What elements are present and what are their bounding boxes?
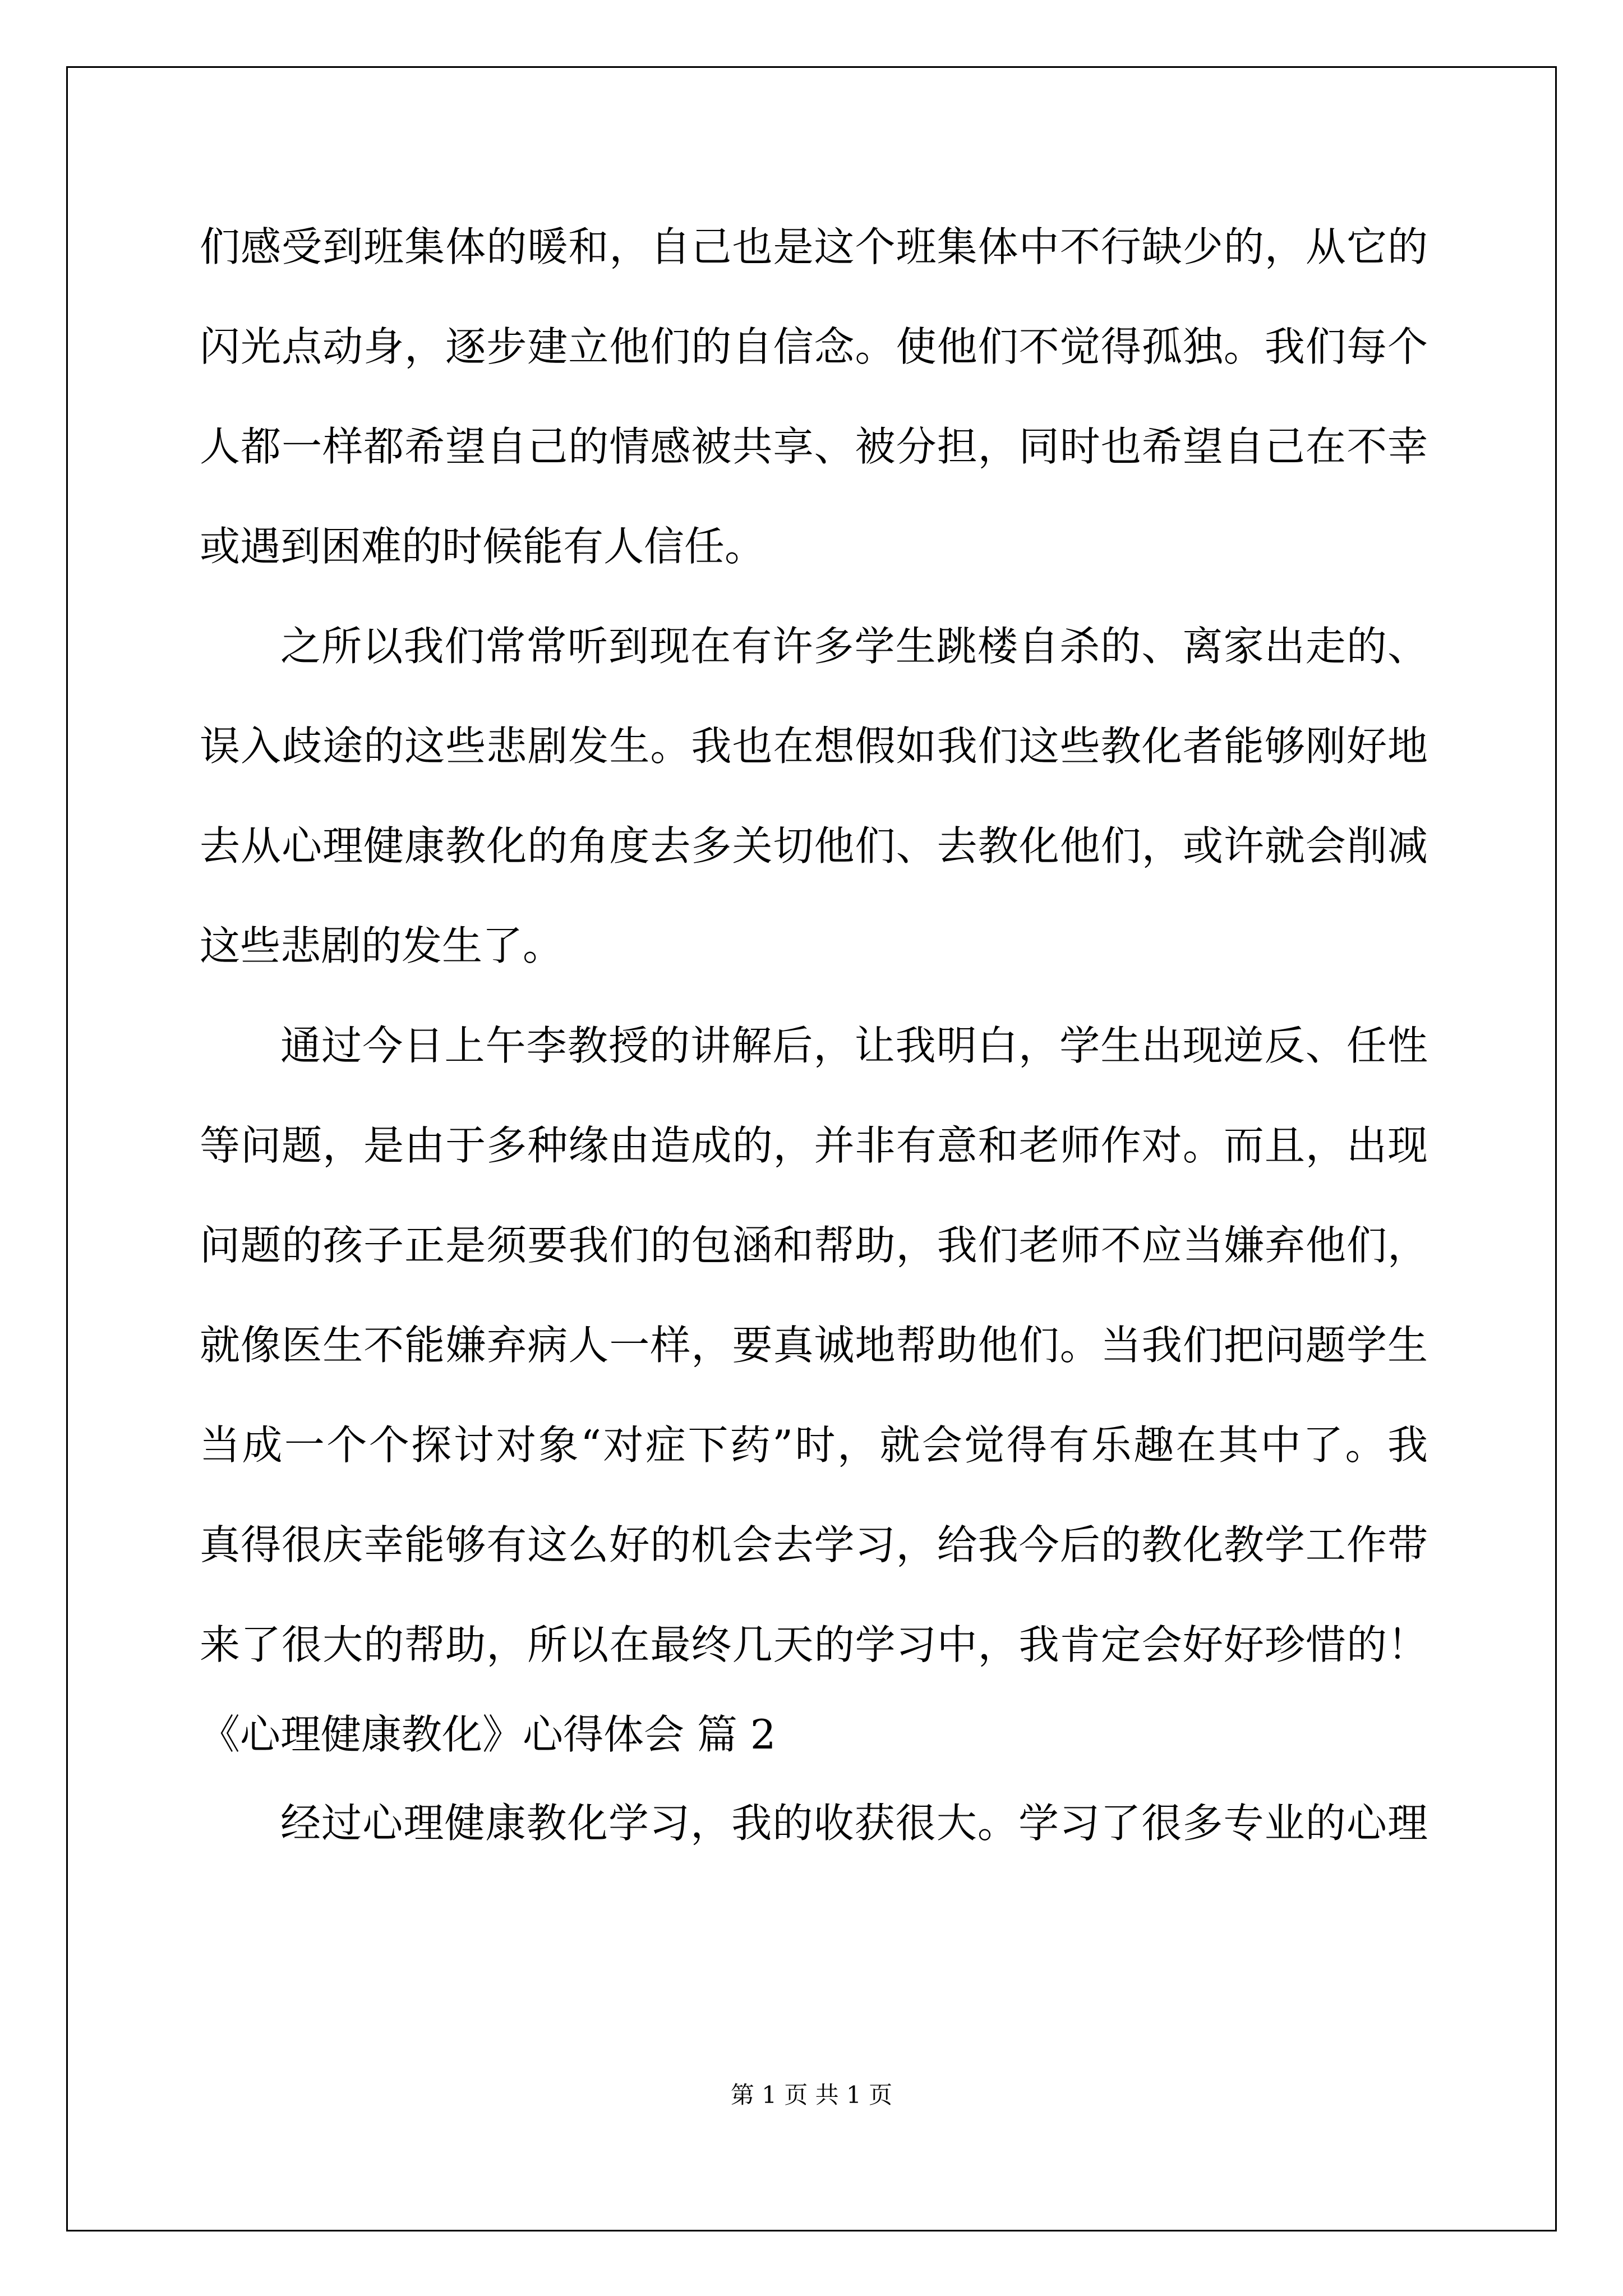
paragraph-3-line-1: 通过今日上午李教授的讲解后，让我明白，学生出现逆反、任性: [280, 1022, 1428, 1069]
paragraph-2-line-1: 之所以我们常常听到现在有许多学生跳楼自杀的、离家出走的、: [280, 623, 1428, 670]
paragraph-3-line-5: 当成一个个探讨对象“对症下药”时，就会觉得有乐趣在其中了。我: [200, 1421, 1428, 1469]
paragraph-2-line-3: 去从心理健康教化的角度去多关切他们、去教化他们，或许就会削减: [200, 822, 1428, 869]
paragraph-3-line-4: 就像医生不能嫌弃病人一样，要真诚地帮助他们。当我们把问题学生: [200, 1322, 1428, 1369]
paragraph-2-line-4: 这些悲剧的发生了。: [200, 922, 564, 969]
paragraph-3-line-3: 问题的孩子正是须要我们的包涵和帮助，我们老师不应当嫌弃他们，: [200, 1222, 1428, 1269]
paragraph-1-line-3: 人都一样都希望自己的情感被共享、被分担，同时也希望自己在不幸: [200, 423, 1428, 470]
paragraph-3-line-7: 来了很大的帮助，所以在最终几天的学习中，我肯定会好好珍惜的！: [200, 1621, 1428, 1668]
page-footer: 第 1 页 共 1 页: [730, 2081, 893, 2109]
paragraph-1-line-2: 闪光点动身，逐步建立他们的自信念。使他们不觉得孤独。我们每个: [200, 323, 1428, 370]
paragraph-3-line-2: 等问题，是由于多种缘由造成的，并非有意和老师作对。而且，出现: [200, 1122, 1428, 1169]
paragraph-4-line-1: 经过心理健康教化学习，我的收获很大。学习了很多专业的心理: [280, 1800, 1428, 1847]
paragraph-3-line-6: 真得很庆幸能够有这么好的机会去学习，给我今后的教化教学工作带: [200, 1521, 1428, 1568]
section-heading: 《心理健康教化》心得体会 篇 2: [200, 1711, 776, 1758]
paragraph-1-line-1: 们感受到班集体的暖和，自己也是这个班集体中不行缺少的，从它的: [200, 223, 1428, 270]
paragraph-1-line-4: 或遇到困难的时候能有人信任。: [200, 523, 766, 570]
paragraph-2-line-2: 误入歧途的这些悲剧发生。我也在想假如我们这些教化者能够刚好地: [200, 723, 1428, 770]
